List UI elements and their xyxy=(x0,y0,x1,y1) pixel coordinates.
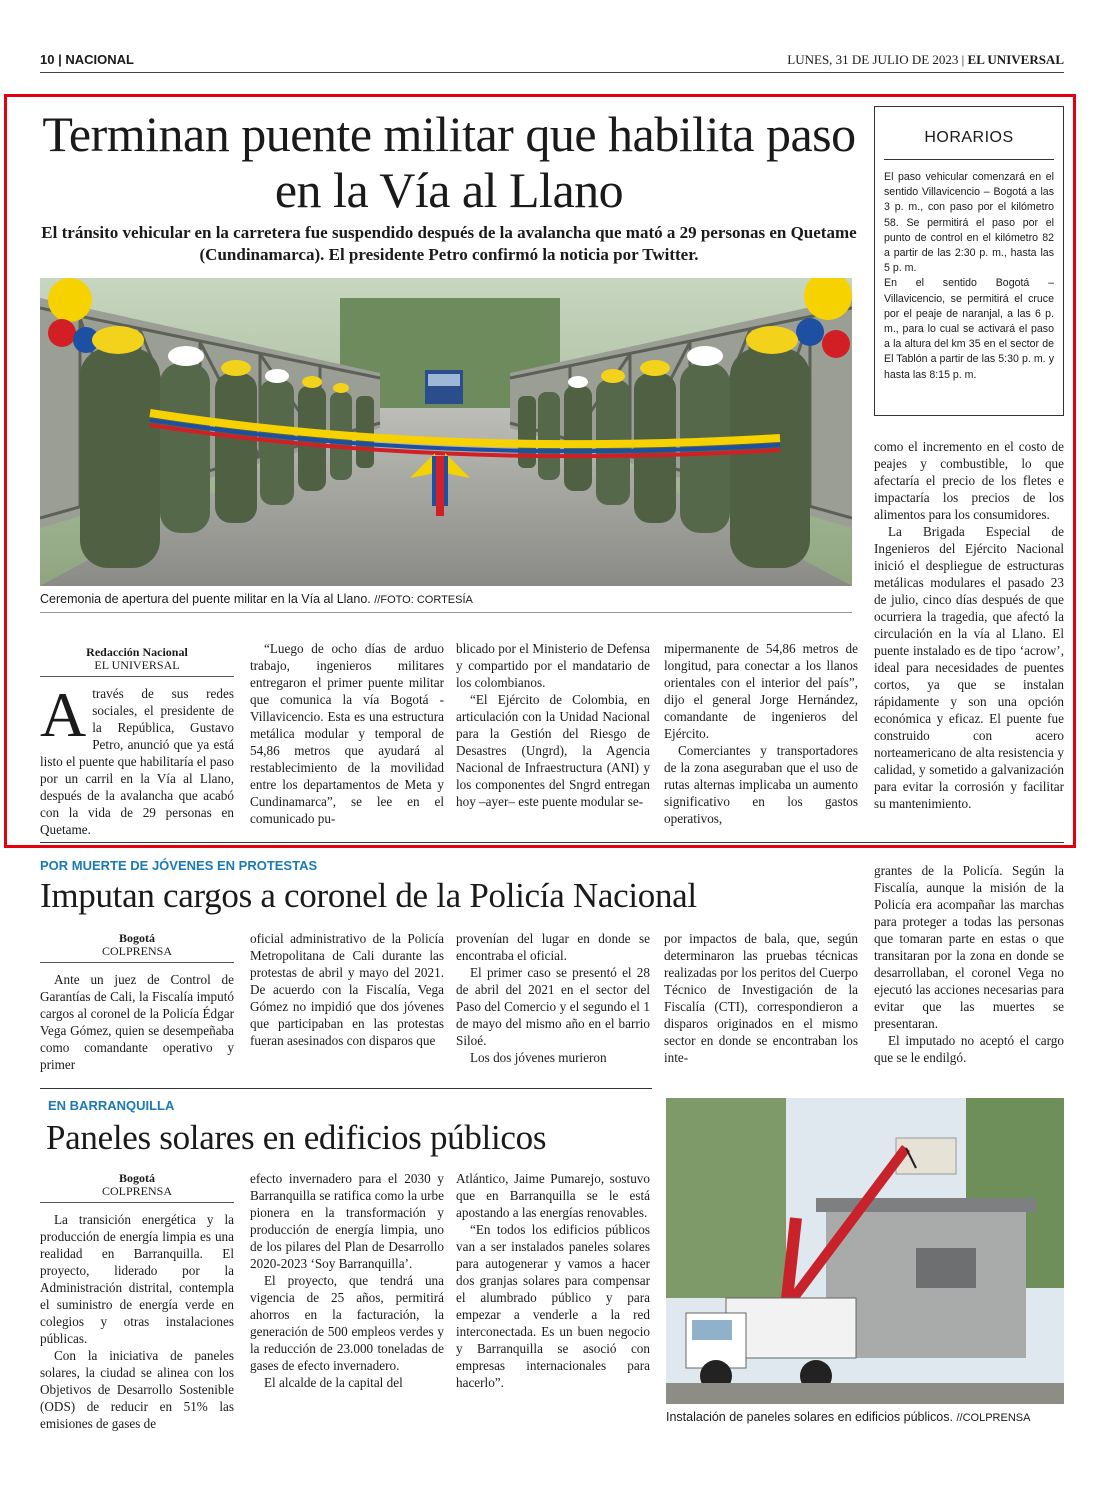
article2-headline: Imputan cargos a coronel de la Policía Nacional xyxy=(40,876,697,915)
article1-col5-p1: como el incremento en el costo de peajes y combustible, lo que afectaría el precio de los fletes e impactaría los precios de los alimentos para los consumidores. xyxy=(874,439,1064,522)
article1-deck: El tránsito vehicular en la carretera fue suspendido después de la avalancha que mató a 29 personas en Quetame (Cundinamarca). El presidente Petro confirmó la noticia por Twitter. xyxy=(41,223,857,264)
article3-col1-p1: La transición energética y la producción de energía limpia es una realidad en Barranquilla. El proyecto, liderado por la Administración distrital, contempla el suministro de energía verde en colegios y otras instalaciones públicas. xyxy=(40,1212,234,1346)
horarios-text xyxy=(884,170,1054,383)
article3-photo-solar-installation xyxy=(666,1098,1064,1404)
article2-col3-p2: El primer caso se presentó el 28 de abril del 2021 en el sector del Paso del Comercio y el segundo el 1 de mayo del mismo año en el barrio Siloé. xyxy=(456,965,650,1048)
article1-photo-caption xyxy=(40,592,852,606)
article1-col3-p2: “El Ejército de Colombia, en articulación con la Unidad Nacional para la Gestión del Riesgo de Desastres (Ungrd), la Agencia Nacional de Infraestructura (ANI) y los componentes del Sngrd entregan hoy –ayer– este puente modular se- xyxy=(456,692,650,809)
horarios-box xyxy=(874,106,1064,416)
article3-col3-p2: “En todos los edificios públicos van a ser instalados paneles solares para autogenerar y vamos a hacer dos granjas solares para compensar el alumbrado público y para empezar a venderle a la red interconectada. Es un buen negocio y Barranquilla se asoció con empresas internacionales para hacerlo”. xyxy=(456,1222,650,1390)
article3-col2-p1: efecto invernadero para el 2030 y Barranquilla se ratifica como la urbe pionera en la transformación y producción de energía limpia, uno de los pilares del Plan de Desarrollo 2020-2023 ‘Soy Barranquilla’. xyxy=(250,1171,444,1271)
byline-rule xyxy=(40,962,234,963)
article2-column-1 xyxy=(40,932,234,1073)
article1-headline: Terminan puente militar que habilita paso en la Vía al Llano xyxy=(42,106,856,218)
article1-photo-bridge-ceremony xyxy=(40,278,852,586)
article1-column-5 xyxy=(874,438,1064,812)
byline-outlet: COLPRENSA xyxy=(101,944,172,958)
dropcap: A xyxy=(40,679,87,750)
article2-col5-p2: El imputado no aceptó el cargo que se le endilgó. xyxy=(874,1033,1064,1065)
article2-col2-text: oficial administrativo de la Policía Metropolitana de Cali durante las protestas de abril y mayo del 2021. De acuerdo con la Fiscalía, Vega Gómez no impidió que dos jóvenes que participaban en las protestas fueran asesinados con disparos que xyxy=(250,931,444,1048)
article2-column-4 xyxy=(664,930,858,1066)
article1-col4-p2: Comerciantes y transportadores de la zona aseguraban que el uso de rutas alternas implicaba un aumento significativo en los gastos operativos, xyxy=(664,743,858,826)
horarios-paragraph-2: En el sentido Bogotá – Villavicencio, se permitirá el cruce por el peaje de naranjal, a las 6 p. m., para lo cual se activará el paso a la altura del km 35 en el sector de El Tablón a partir de las 5:30 p. m. y hasta las 8:15 p. m. xyxy=(884,277,1054,381)
byline-author: Bogotá xyxy=(119,931,155,945)
header-rule xyxy=(40,72,1064,73)
article1-col2-text: “Luego de ocho días de arduo trabajo, ingenieros militares entregaron el primer puente militar que comunica la vía Bogotá - Villavicencio. Esta es una estructura metálica modular y temporal de 54,86 metros que ayudará al restablecimiento de la movilidad entre los departamentos de Meta y Cundinamarca”, se lee en el comunicado pu- xyxy=(250,641,444,826)
article3-column-2 xyxy=(250,1170,444,1391)
article3-headline: Paneles solares en edificios públicos xyxy=(46,1118,547,1157)
horarios-paragraph-1: El paso vehicular comenzará en el sentido Villavicencio – Bogotá a las 3 p. m., con paso por el kilómetro 58. Se permitirá el paso por el punto de control en el kilómetro 82 a partir de las 2:30 p. m., hasta las 5 p. m. xyxy=(884,171,1054,275)
article2-column-2 xyxy=(250,930,444,1049)
article1-column-1 xyxy=(40,646,234,838)
byline-rule xyxy=(40,676,234,677)
article2-col5-p1: grantes de la Policía. Según la Fiscalía, aunque la misión de la Policía era acompañar las marchas para proteger a todas las personas que tomaran parte en estas o que transitaran por la zona en donde se desarrollaban, el coronel Vega no ejecutó las acciones necesarias para evitar que las muertes se presentaran. xyxy=(874,863,1064,1031)
newspaper-name: EL UNIVERSAL xyxy=(967,52,1064,67)
article2-col3-p3: Los dos jóvenes murieron xyxy=(470,1050,607,1065)
article2-column-3 xyxy=(456,930,650,1066)
photo-credit: //COLPRENSA xyxy=(956,1412,1031,1424)
byline-author: Bogotá xyxy=(119,1171,155,1185)
article3-col2-p3: El alcalde de la capital del xyxy=(264,1375,403,1390)
byline-outlet: EL UNIVERSAL xyxy=(94,658,180,672)
caption-text: Instalación de paneles solares en edificios públicos. xyxy=(666,1410,953,1424)
article2-col4-text: por impactos de bala, que, según determinaron las pruebas técnicas realizadas por los peritos del Cuerpo Técnico de Investigación de la Fiscalía (CTI), correspondieron a disparos originados en el mismo sector en donde se encontraban los inte- xyxy=(664,931,858,1065)
article3-column-1 xyxy=(40,1172,234,1432)
byline-outlet: COLPRENSA xyxy=(101,1184,172,1198)
article1-column-3 xyxy=(456,640,650,810)
article2-column-5 xyxy=(874,862,1064,1066)
article1-column-4 xyxy=(664,640,858,827)
caption-text: Ceremonia de apertura del puente militar en la Vía al Llano. xyxy=(40,592,371,606)
page-date-masthead xyxy=(787,52,1064,68)
section-rule-2 xyxy=(40,1088,652,1089)
article1-col3-p1: blicado por el Ministerio de Defensa y compartido por el mandatario de los colombianos. xyxy=(456,641,650,690)
article1-col5-p2: La Brigada Especial de Ingenieros del Ejército Nacional inició el despliegue de estructuras metálicas modulares el pasado 23 de julio, cinco días después de que ocurriera la tragedia, que afectó la circulación en la vía al Llano. El puente instalado es de tipo ‘acrow’, ideal para necesidades de puentes cortos, ya que se instalan rápidamente y son una opción económica y eficaz. El puente fue construido con acero norteamericano de alta resistencia y calidad, y sometido a galvanización para evitar la corrosión y facilitar su mantenimiento. xyxy=(874,524,1064,811)
article3-photo-caption xyxy=(666,1410,1064,1424)
article3-col3-p1: Atlántico, Jaime Pumarejo, sostuvo que en Barranquilla se le está apostando a las energías renovables. xyxy=(456,1171,650,1220)
article1-column-2 xyxy=(250,640,444,827)
article3-col1-p2: Con la iniciativa de paneles solares, la ciudad se alinea con los Objetivos de Desarrollo Sostenible (ODS) de reducir en 51% las emisiones de gases de xyxy=(40,1348,234,1431)
horarios-rule xyxy=(884,159,1054,160)
article1-col1-text: través de sus redes sociales, el presidente de la República, Gustavo Petro, anunció que ya está listo el puente que habilitaría el paso por un carril en la Vía al Llano, después de la avalancha que acabó con la vida de 29 personas en Quetame. xyxy=(40,686,234,837)
article3-byline xyxy=(40,1172,234,1198)
article2-kicker: POR MUERTE DE JÓVENES EN PROTESTAS xyxy=(40,858,318,873)
byline-author: Redacción Nacional xyxy=(86,645,188,659)
article1-byline xyxy=(40,646,234,672)
byline-rule xyxy=(40,1202,234,1203)
article1-col4-p1: mipermanente de 54,86 metros de longitud, para conectar a los llanos orientales con el interior del país”, dijo el general Jorge Hernández, comandante de ingenieros del Ejército. xyxy=(664,641,858,741)
article3-col2-p2: El proyecto, que tendrá una vigencia de 25 años, permitirá ahorros en la facturación, la generación de 500 empleos verdes y la reducción de 23.000 toneladas de gases de efecto invernadero. xyxy=(250,1273,444,1373)
caption-rule xyxy=(40,612,852,613)
photo-credit: //FOTO: CORTESÍA xyxy=(374,594,473,606)
horarios-title: HORARIOS xyxy=(924,129,1014,146)
article3-column-3 xyxy=(456,1170,650,1391)
section-rule-1 xyxy=(40,842,1064,843)
page-date: LUNES, 31 DE JULIO DE 2023 | xyxy=(787,52,965,67)
article2-byline xyxy=(40,932,234,958)
article2-col3-p1: provenían del lugar en donde se encontraba el oficial. xyxy=(456,931,650,963)
article2-col1-text: Ante un juez de Control de Garantías de Cali, la Fiscalía imputó cargos al coronel de la Policía Édgar Vega Gómez, quien se desempeñaba como comandante operativo y primer xyxy=(40,972,234,1072)
page-section-label: 10 | NACIONAL xyxy=(40,52,134,67)
article3-kicker: EN BARRANQUILLA xyxy=(48,1098,175,1113)
